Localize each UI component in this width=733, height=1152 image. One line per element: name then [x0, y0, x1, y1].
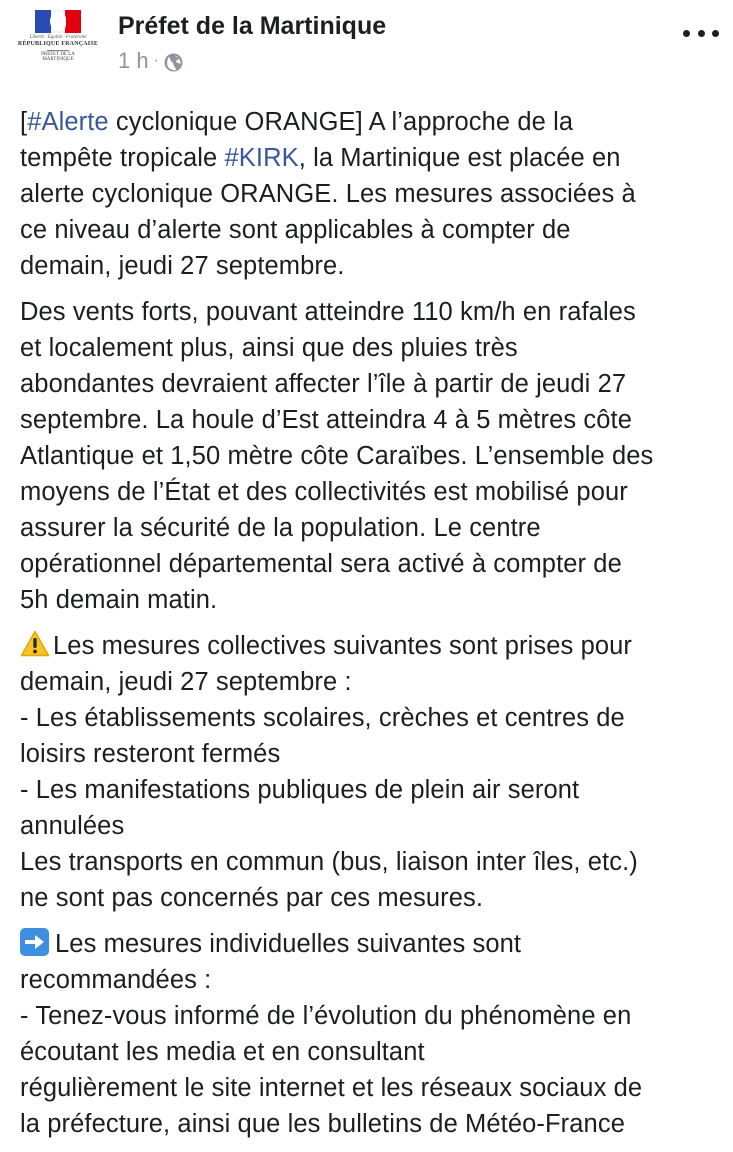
text-line: Atlantique et 1,50 mètre côte Caraïbes. L’ensemble des: [20, 442, 654, 470]
text-line: tempête tropicale #KIRK, la Martinique est placée en: [20, 144, 621, 172]
right-arrow-icon: [20, 928, 49, 956]
text-line: opérationnel départemental sera activé à compter de: [20, 550, 622, 578]
paragraph-collective-measures: [20, 628, 725, 916]
text-line: - Les manifestations publiques de plein air seront: [20, 776, 580, 804]
text-line: [#Alerte cyclonique ORANGE] A l’approche de la: [20, 108, 574, 136]
text-line: ne sont pas concernés par ces mesures.: [20, 884, 484, 912]
hashtag-kirk-link[interactable]: #KIRK: [224, 144, 299, 172]
post-header: [0, 0, 733, 100]
more-options-icon[interactable]: [683, 26, 719, 40]
marianne-logo-icon: [35, 10, 81, 33]
paragraph-alert: [20, 104, 725, 284]
logo-prefecture-line1: PRÉFET DE LA: [41, 51, 75, 57]
text-line: - Tenez-vous informé de l’évolution du phénomène en: [20, 1002, 632, 1030]
text-line: Des vents forts, pouvant atteindre 110 km/h en rafales: [20, 298, 636, 326]
post-body: [20, 104, 725, 1152]
page-avatar-logo[interactable]: [17, 10, 99, 74]
globe-icon: [164, 52, 183, 71]
text-line: régulièrement le site internet et les réseaux sociaux de: [20, 1074, 643, 1102]
text-line: moyens de l’État et des collectivités est mobilisé pour: [20, 478, 628, 506]
post-meta: [118, 48, 183, 74]
text-line: alerte cyclonique ORANGE. Les mesures associées à: [20, 180, 636, 208]
text-line: et localement plus, ainsi que des pluies très: [20, 334, 518, 362]
text-line: 5h demain matin.: [20, 586, 218, 614]
text-line: recommandées :: [20, 966, 212, 994]
text-line: abondantes devraient affecter l’île à partir de jeudi 27: [20, 370, 627, 398]
paragraph-individual-measures: [20, 926, 725, 1142]
meta-separator: ·: [153, 52, 159, 69]
post-timestamp[interactable]: 1 h: [118, 48, 149, 73]
text-line: - Les établissements scolaires, crèches et centres de: [20, 704, 625, 732]
text-line: septembre. La houle d’Est atteindra 4 à 5 mètres côte: [20, 406, 632, 434]
text-line: demain, jeudi 27 septembre :: [20, 668, 352, 696]
text-line: annulées: [20, 812, 125, 840]
text-line: demain, jeudi 27 septembre.: [20, 252, 345, 280]
logo-motto: Liberté · Égalité · Fraternité: [29, 35, 87, 40]
text-line: Les transports en commun (bus, liaison inter îles, etc.): [20, 848, 638, 876]
text-line: assurer la sécurité de la population. Le centre: [20, 514, 541, 542]
text-line: ce niveau d’alerte sont applicables à compter de: [20, 216, 571, 244]
text-line: Les mesures collectives suivantes sont prises pour: [20, 628, 725, 664]
text-line: la préfecture, ainsi que les bulletins de Météo-France: [20, 1110, 625, 1138]
paragraph-weather: [20, 294, 725, 618]
page-name-link[interactable]: Préfet de la Martinique: [118, 12, 387, 40]
logo-prefecture-line2: MARTINIQUE: [42, 56, 74, 62]
logo-divider: [47, 50, 69, 51]
text-line: loisirs resteront fermés: [20, 740, 281, 768]
text-line: Les mesures individuelles suivantes sont: [20, 926, 725, 962]
warning-icon: [20, 630, 50, 657]
logo-republic: RÉPUBLIQUE FRANÇAISE: [17, 41, 99, 48]
text-line: écoutant les media et en consultant: [20, 1038, 425, 1066]
hashtag-alerte-link[interactable]: #Alerte: [27, 108, 109, 136]
